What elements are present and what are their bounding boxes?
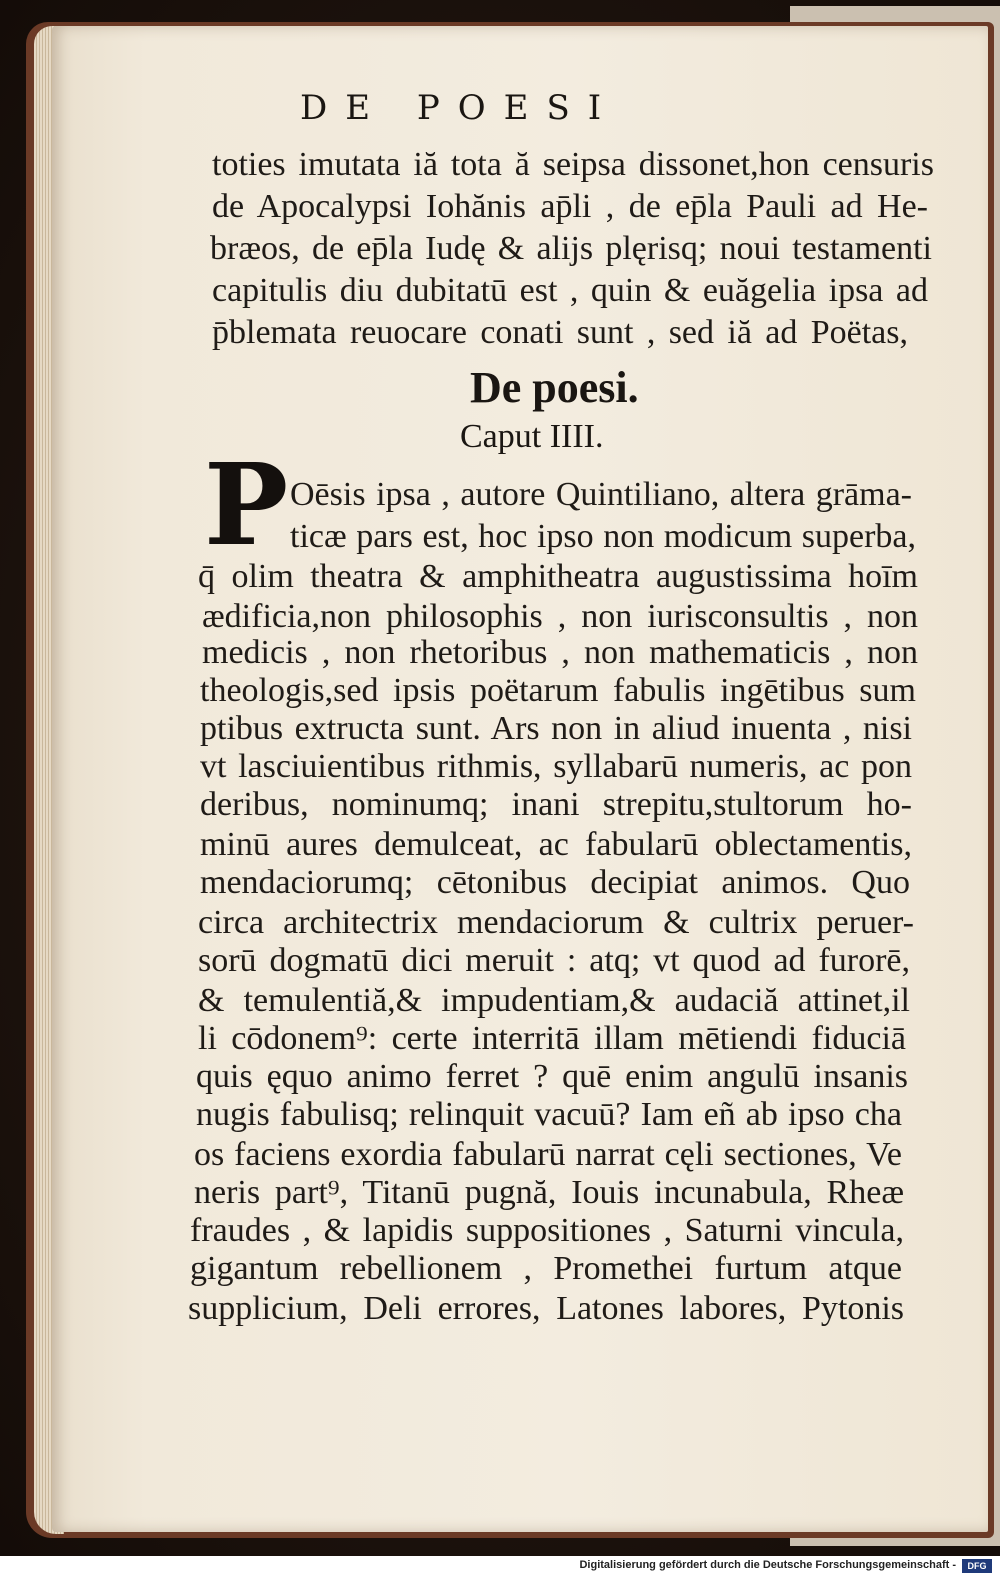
body-line: neris part⁹, Titanū pugnă, Iouis incunabula, Rheæ: [194, 1174, 904, 1211]
body-line: mendaciorumq; cētonibus decipiat animos. Quo: [200, 864, 910, 901]
continuation-line: capitulis diu dubitatū est , quin & euăgelia ipsa ad: [212, 272, 928, 309]
body-line: li cōdonem⁹: certe interritā illam mētiendi fiduciā: [198, 1020, 906, 1057]
body-line: circa architectrix mendaciorum & cultrix peruer-: [198, 904, 914, 941]
continuation-line: de Apocalypsi Iohănis ap̄li , de ep̄la Pauli ad He-: [212, 188, 928, 225]
body-line: sorū dogmatū dici meruit : atq; vt quod ad furorē,: [198, 942, 910, 979]
running-head: DE POESI: [300, 88, 620, 128]
body-line: os faciens exordia fabularū narrat cęli sectiones, Ve: [194, 1136, 902, 1173]
body-line: fraudes , & lapidis suppositiones , Saturni vincula,: [190, 1212, 904, 1249]
body-line: medicis , non rhetoribus , non mathematicis , non: [202, 634, 918, 671]
body-line: deribus, nominumq; inani strepitu,stultorum ho-: [200, 786, 912, 823]
body-line: Oēsis ipsa , autore Quintiliano, altera grāma-: [290, 476, 912, 513]
body-line: ticæ pars est, hoc ipso non modicum superba,: [290, 518, 916, 555]
chapter-title: De poesi.: [470, 363, 639, 412]
body-line: nugis fabulisq; relinquit vacuū? Iam eñ ab ipso cha: [196, 1096, 902, 1133]
continuation-line: toties imutata iă tota ă seipsa dissonet,hon censuris: [212, 146, 934, 183]
body-line: gigantum rebellionem , Promethei furtum atque: [190, 1250, 902, 1287]
body-line: vt lasciuientibus rithmis, syllabarū numeris, ac pon: [200, 748, 912, 785]
drop-cap-initial: P: [204, 440, 289, 571]
body-line: minū aures demulceat, ac fabularū oblectamentis,: [200, 826, 912, 863]
funding-credit: Digitalisierung gefördert durch die Deutsche Forschungsgemeinschaft -: [579, 1559, 956, 1571]
body-line: ædificia,non philosophis , non iurisconsultis , non: [202, 598, 918, 635]
continuation-line: bræos, de ep̄la Iudę & alijs plęrisq; noui testamenti: [210, 230, 932, 267]
body-line: theologis,sed ipsis poëtarum fabulis ingētibus sum: [200, 672, 916, 709]
body-line: quis ęquo animo ferret ? quē enim angulū insanis: [196, 1058, 908, 1095]
dfg-logo-icon: DFG: [962, 1559, 992, 1573]
chapter-number: Caput IIII.: [460, 418, 604, 455]
digitization-footer: [0, 1556, 1000, 1576]
body-line: & temulentiă,& impudentiam,& audaciă attinet,il: [198, 982, 910, 1019]
body-line: supplicium, Deli errores, Latones labores, Pytonis: [188, 1290, 904, 1327]
continuation-line: p̄blemata reuocare conati sunt , sed iă ad Poëtas,: [212, 314, 908, 351]
body-line: ptibus extructa sunt. Ars non in aliud inuenta , nisi: [200, 710, 912, 747]
body-line: q̄ olim theatra & amphitheatra augustissima hoīm: [198, 558, 918, 595]
